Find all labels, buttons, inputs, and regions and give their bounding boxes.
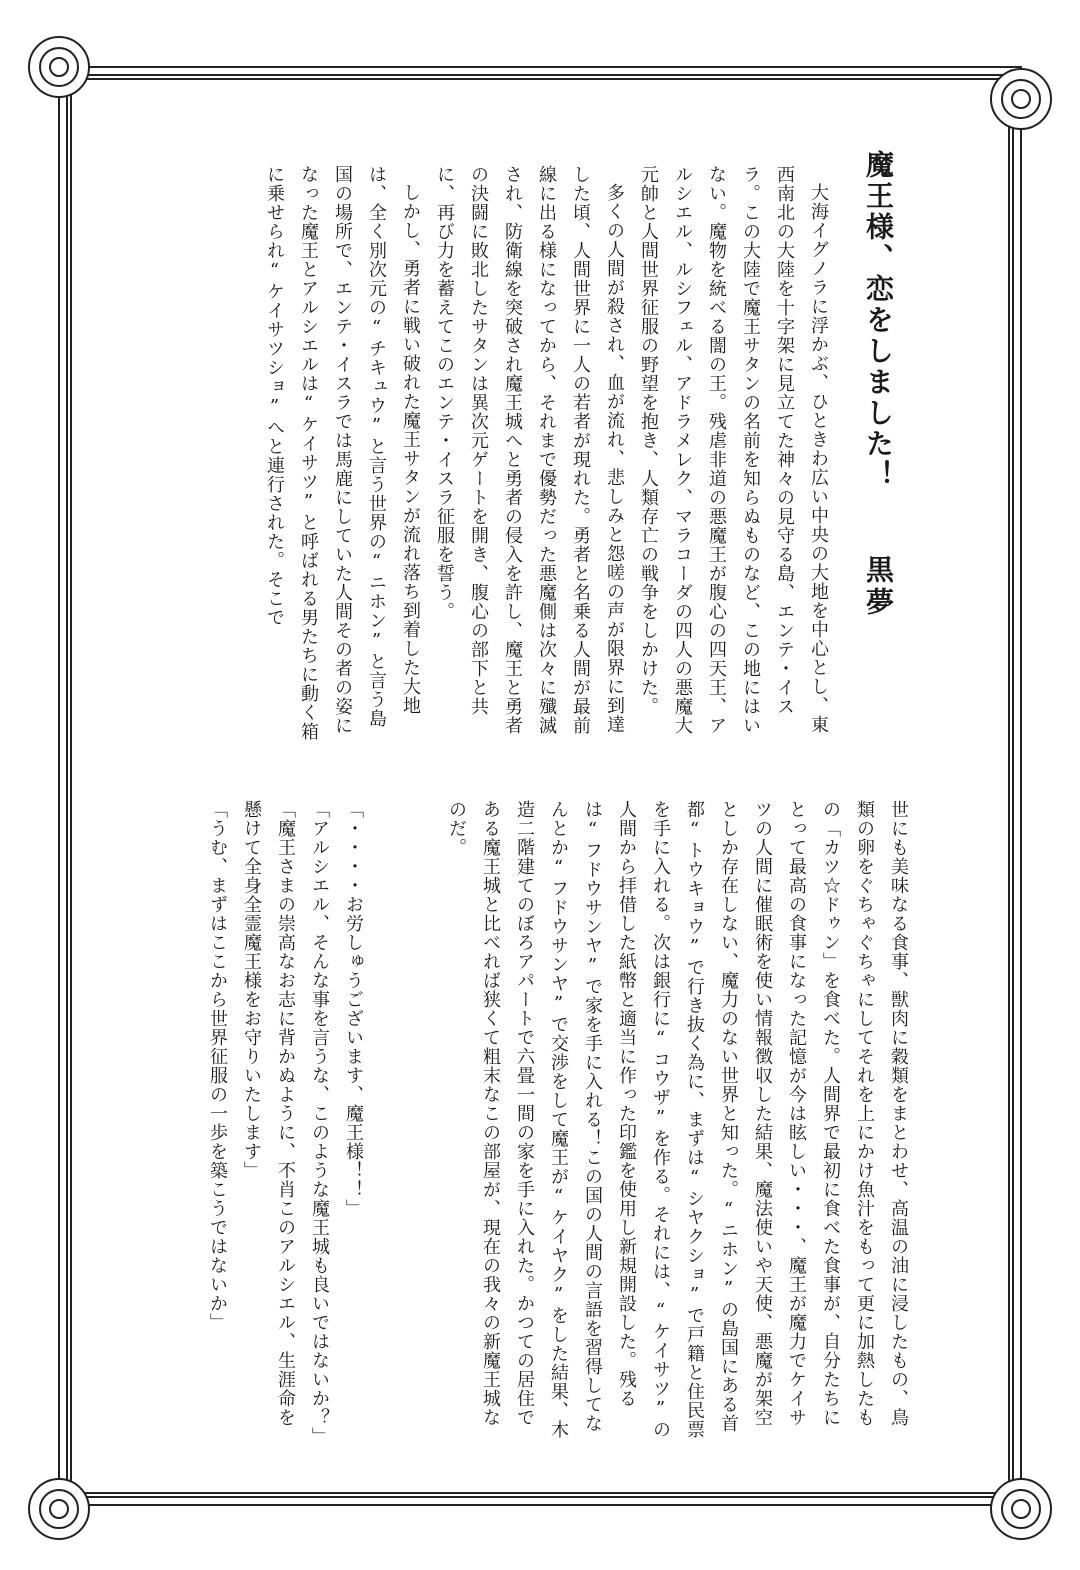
dialog-line: 「魔王さまの崇高なお志に背かぬように、不肖このアルシエル、生涯命を懸けて全身全霊魔王様をお守りいたします」 [241, 800, 296, 1427]
lower-narration-text [415, 800, 915, 1440]
dialog-line: 「うむ、まずはここから世界征服の一歩を築こうではないか」 [207, 800, 228, 1332]
paragraph: 世にも美味なる食事、獣肉に穀類をまとわせ、高温の油に浸したもの、鳥類の卵をぐちゃぐちゃにしてそれを上にかけ魚汁をもって更に加熱したもの「カツ☆ドゥン」を食べた。人間界で最初に食べた食事が、自分たちにとって最高の食事になった記憶が今は眩しい・・・、魔王が魔力でケイサツの人間に催眠術を使い情報徴収した結果、魔法使いや天使、悪魔が架空としか存在しない、魔力のない世界と知った。“ニホン”の島国にある首都“トウキョウ”で行き抜く為に、まずは“シヤクショ”で戸籍と住民票を手に入れる。次は銀行に“コウザ”を作る。それには、“ケイサツ”の人間から拝借した紙幣と適当に作った印鑑を使用し新規開設した。残るは“フドウサンヤ”で家を手に入れる！この国の人間の言語を習得してなんとか“フドウサンヤ”で交渉をして魔王が“ケイヤク”をした結果、木造二階建てのぼろアパートで六畳一間の家を手に入れた。かつての居住である魔王城と比べれば狭くて粗末なこの部屋が、現在の我々の新魔王城なのだ。 [446, 800, 909, 1439]
story-title: 魔王様、恋をしました！ [862, 150, 895, 491]
paragraph: 大海イグノラに浮かぶ、ひときわ広い中央の大地を中心とし、東西南北の大陸を十字架に見立てた神々の見守る島、エンテ・イスラ。この大陸で魔王サタンの名前を知らぬものなど、この地にはいない。魔物を統べる闇の王。残虐非道の悪魔王が腹心の四天王、アルシエル、ルシフェル、アドラメレク、マラコーダの四人の悪魔大元帥と人間世界征服の野望を抱き、人類存亡の戦争をしかけた。 [638, 165, 829, 735]
dialog-line: 「アルシエル、そんな事を言うな、このような魔王城も良いではないか？」 [309, 800, 330, 1446]
paragraph: しかし、勇者に戦い破れた魔王サタンが流れ落ち到着した大地は、全く別次元の“チキュウ”と言う世界の“ニホン”と言う島国の場所で、エンテ・イスラでは馬鹿にしていた人間その者の姿になった魔王とアルシエルは“ケイサツ”と呼ばれる男たちに動く箱に乗せられ“ケイサツショ”へと連行された。そこで [264, 165, 421, 741]
upper-body-text [155, 165, 835, 745]
paragraph: 多くの人間が殺され、血が流れ、悲しみと怨嗟の声が限界に到達した頃、人間世界に一人の若者が現れた。勇者と名乗る人間が最前線に出る様になってから、それまで優勢だった悪魔側は次々に殲滅され、防衛線を突破され魔王城へと勇者の侵入を許し、魔王と勇者の決闘に敗北したサタンは異次元ゲートを開き、腹心の部下と共に、再び力を蓄えてこのエンテ・イスラ征服を誓う。 [434, 165, 625, 735]
author-name: 黒夢 [862, 555, 895, 619]
corner-ornament-top-right [990, 68, 1052, 130]
dialog-line: 「・・・・お労しゅうございます、魔王様！！」 [343, 800, 364, 1218]
corner-ornament-bottom-right [990, 1478, 1052, 1540]
corner-ornament-bottom-left [28, 1478, 90, 1540]
corner-ornament-top-left [28, 36, 90, 98]
dialog-block [160, 800, 370, 1446]
